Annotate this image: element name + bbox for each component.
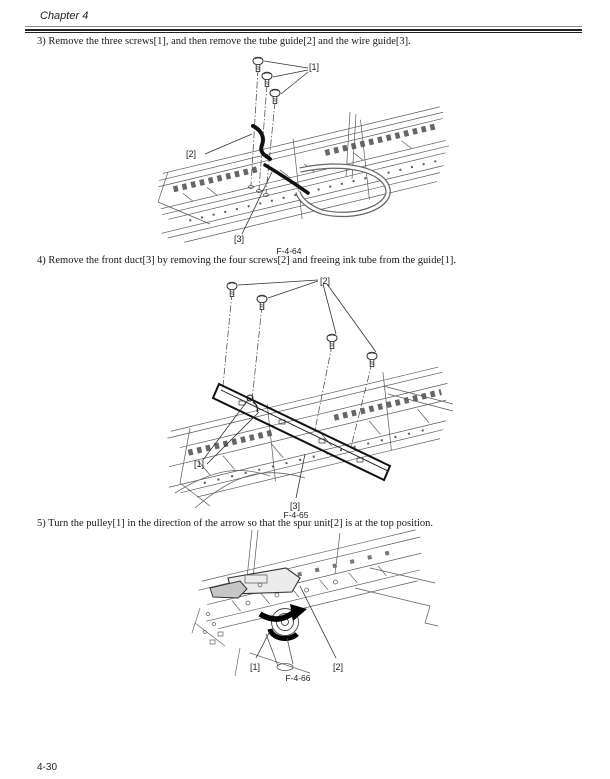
tube-guide-part [253,126,270,159]
screw-icon [367,352,377,366]
fig3-caption: F-4-66 [285,673,311,683]
header-rule-thin [25,26,582,27]
fig3-part-label-2: [2] [333,662,344,672]
fig3-part-label-1: [1] [250,662,261,672]
fig2-part-label-3: [3] [290,501,301,511]
page-number: 4-30 [37,762,58,773]
fig1-caption: F-4-64 [276,246,302,256]
fig2-part-label-2: [2] [320,276,331,286]
step-4-instruction: 4) Remove the front duct[3] by removing the four screws[2] and freeing ink tube from the guide[1]. [37,255,456,266]
figure-f-4-65-art [155,268,455,513]
fig1-part-label-2: [2] [186,149,197,159]
screw-icon [327,334,337,348]
fig1-part-label-3: [3] [234,234,245,244]
step-3-instruction: 3) Remove the three screws[1], and then remove the tube guide[2] and the wire guide[3]. [37,36,411,47]
step-5-instruction: 5) Turn the pulley[1] in the direction of the arrow so that the spur unit[2] is at the top position. [37,518,434,529]
figure-f-4-64-art [150,52,460,252]
screw-icon [257,295,267,309]
screw-icon [227,282,237,296]
chapter-header: Chapter 4 [40,10,89,22]
fig2-part-label-1: [1] [194,459,205,469]
screw-icon [262,72,272,86]
header-rule-thick [25,29,582,33]
lever-part [210,581,247,598]
fig1-part-label-1: [1] [309,62,320,72]
figure-f-4-66-art [190,528,440,680]
screw-icon [253,57,263,71]
fig2-caption: F-4-65 [283,510,309,520]
screw-icon [270,89,280,103]
